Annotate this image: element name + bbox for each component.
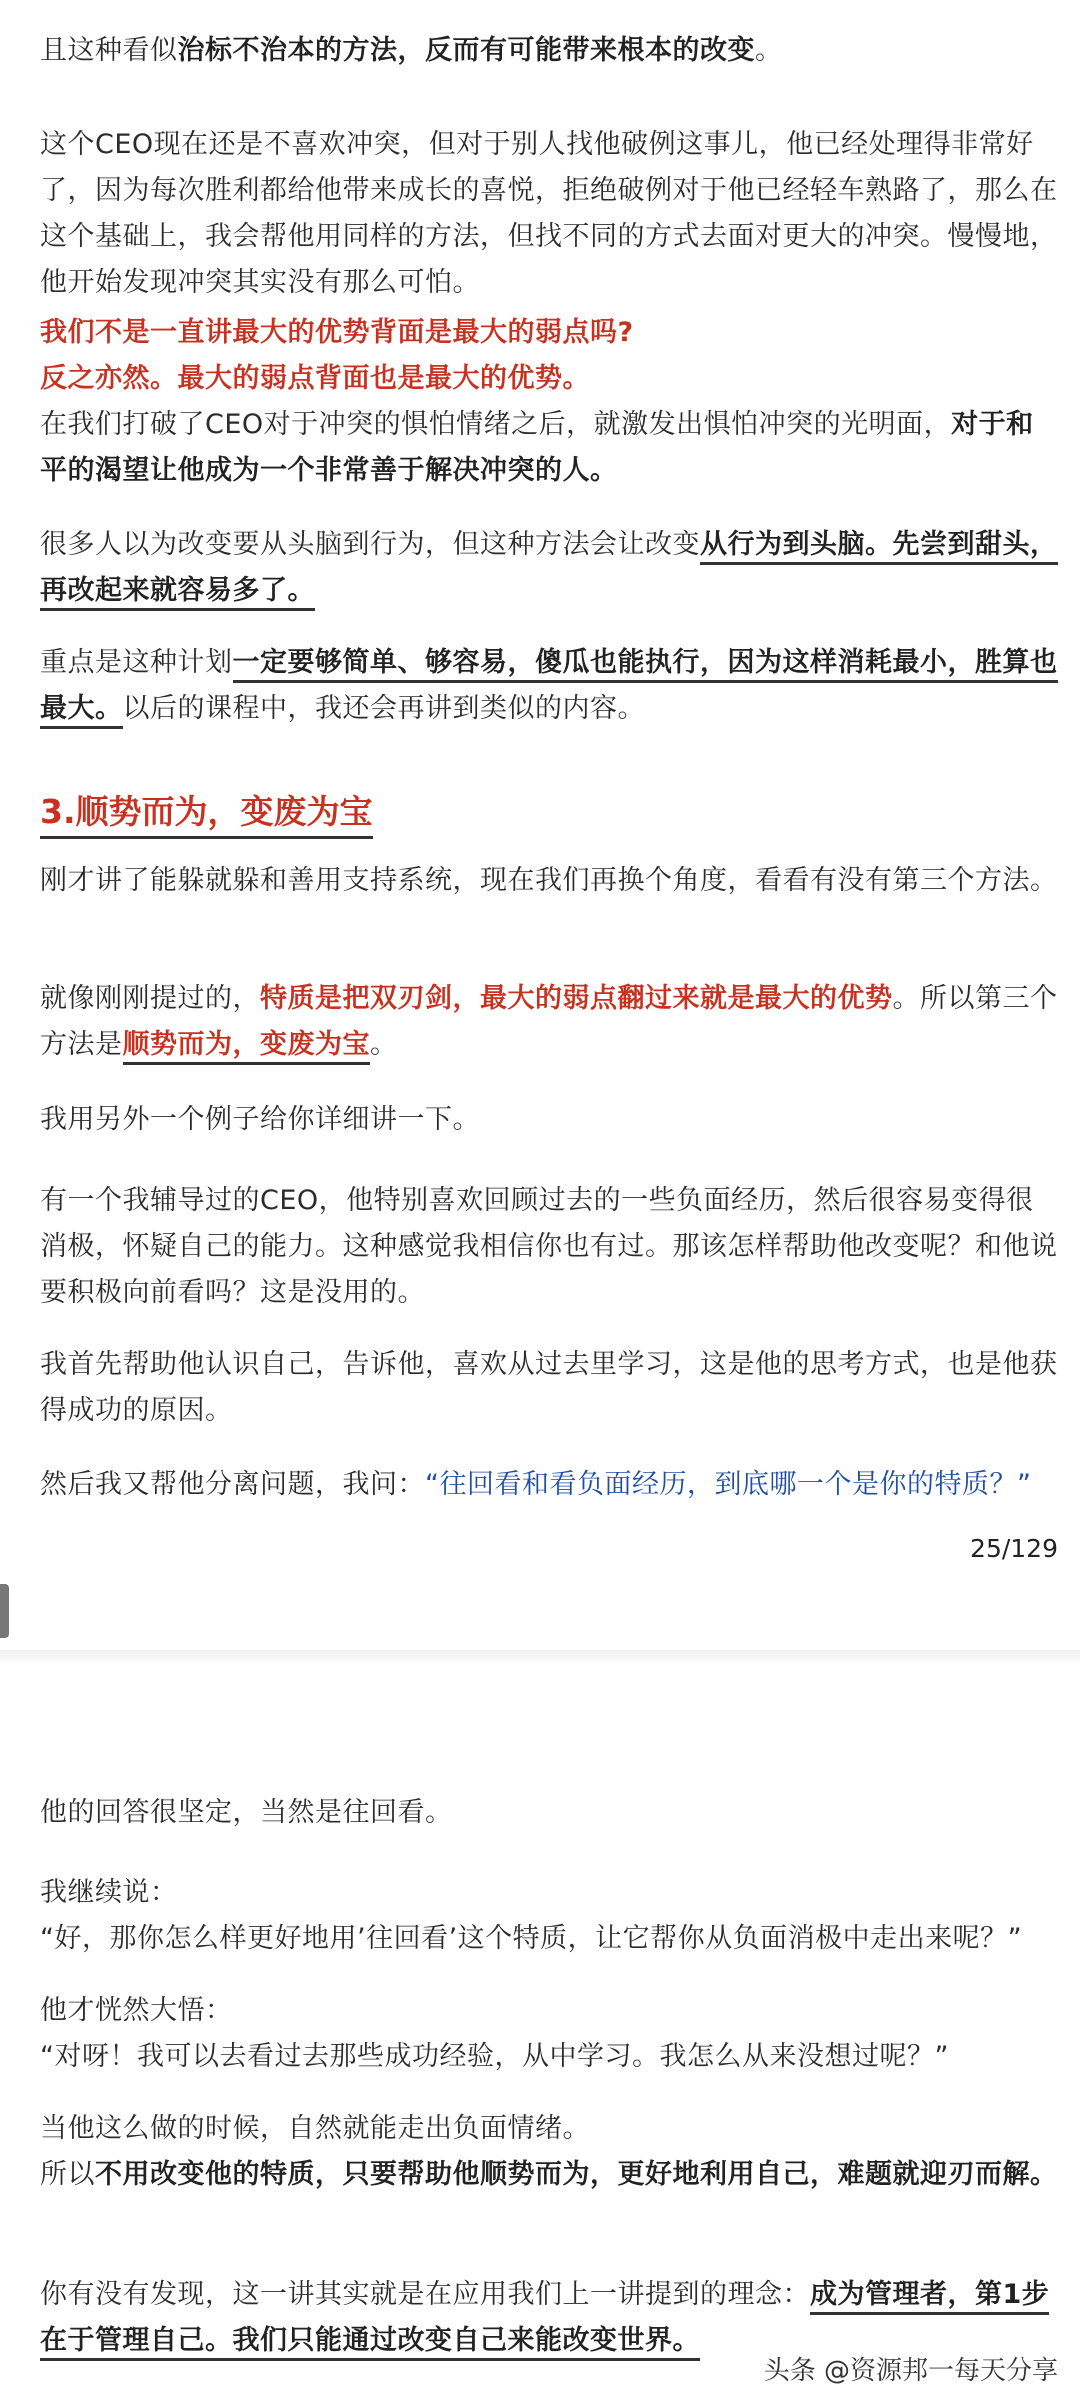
text: 。 bbox=[755, 35, 783, 66]
text: 当他这么做的时候，自然就能走出负面情绪。 bbox=[40, 2113, 590, 2144]
paragraph: 有一个我辅导过的CEO，他特别喜欢回顾过去的一些负面经历，然后很容易变得很消极，怀疑自己的能力。这种感觉我相信你也有过。那该怎样帮助他改变呢？和他说要积极向前看吗？这是没用的。 bbox=[40, 1185, 1058, 1308]
highlight-text: 特质是把双刃剑，最大的弱点翻过来就是最大的优势 bbox=[260, 983, 893, 1014]
bold-text: 不用改变他的特质，只要帮助他顺势而为，更好地利用自己，难题就迎刃而解。 bbox=[95, 2159, 1058, 2190]
text: 就像刚刚提过的， bbox=[40, 983, 260, 1014]
text: 很多人以为改变要从头脑到行为，但这种方法会让改变 bbox=[40, 529, 700, 560]
text: 然后我又帮他分离问题，我问： bbox=[40, 1469, 425, 1500]
paragraph bbox=[40, 640, 1060, 732]
paragraph: 我首先帮助他认识自己，告诉他，喜欢从过去里学习，这是他的思考方式，也是他获得成功的原因。 bbox=[40, 1349, 1058, 1426]
paragraph: 他的回答很坚定，当然是往回看。 bbox=[40, 1797, 453, 1828]
paragraph bbox=[40, 2106, 1060, 2198]
highlight-text: 我们不是一直讲最大的优势背面是最大的弱点吗? bbox=[40, 317, 634, 348]
paragraph bbox=[40, 1988, 1060, 2080]
text: 。 bbox=[370, 1029, 398, 1060]
page-number: 25/129 bbox=[970, 1534, 1058, 1563]
text: 。所以第三个方法是 bbox=[40, 983, 1058, 1060]
section-heading: 3.顺势而为，变废为宝 bbox=[40, 790, 373, 839]
paragraph bbox=[40, 976, 1060, 1068]
text: 所以 bbox=[40, 2159, 95, 2190]
text: 你有没有发现，这一讲其实就是在应用我们上一讲提到的理念： bbox=[40, 2279, 810, 2310]
paragraph bbox=[40, 1870, 1060, 1962]
text: 我继续说： bbox=[40, 1877, 178, 1908]
paragraph: 这个CEO现在还是不喜欢冲突，但对于别人找他破例这事儿，他已经处理得非常好了，因为每次胜利都给他带来成长的喜悦，拒绝破例对于他已经轻车熟路了，那么在这个基础上，我会帮他用同样的方法，但找不同的方式去面对更大的冲突。慢慢地，他开始发现冲突其实没有那么可怕。 bbox=[40, 129, 1058, 298]
paragraph bbox=[40, 1462, 1060, 1508]
bold-text: 对于和平的渴望让他成为一个非常善于解决冲突的人。 bbox=[40, 409, 1034, 486]
quote-text: “往回看和看负面经历，到底哪一个是你的特质？” bbox=[425, 1469, 1032, 1500]
underlined-highlight-text: 顺势而为，变废为宝 bbox=[123, 1029, 371, 1065]
scroll-handle[interactable] bbox=[0, 1584, 9, 1638]
page-separator bbox=[0, 1650, 1080, 1662]
paragraph: 我用另外一个例子给你详细讲一下。 bbox=[40, 1104, 480, 1135]
bold-text: 治标不治本的方法，反而有可能带来根本的改变 bbox=[177, 35, 755, 66]
text: “对呀！我可以去看过去那些成功经验，从中学习。我怎么从来没想过呢？” bbox=[40, 2041, 949, 2072]
underlined-bold-text: 成为管理者，第1步在于管理自己。我们只能通过改变自己来能改变世界。 bbox=[40, 2279, 1049, 2361]
text: 以后的课程中，我还会再讲到类似的内容。 bbox=[122, 693, 645, 724]
text: 且这种看似 bbox=[40, 35, 178, 66]
paragraph bbox=[40, 522, 1060, 614]
underlined-bold-text: 从行为到头脑。先尝到甜头，再改起来就容易多了。 bbox=[40, 529, 1058, 611]
highlight-text: 反之亦然。最大的弱点背面也是最大的优势。 bbox=[40, 363, 590, 394]
text: 他才恍然大悟： bbox=[40, 1995, 233, 2026]
watermark: 头条 @资源邦一每天分享 bbox=[763, 2356, 1058, 2386]
paragraph bbox=[40, 28, 1060, 74]
paragraph: 刚才讲了能躲就躲和善用支持系统，现在我们再换个角度，看看有没有第三个方法。 bbox=[40, 865, 1058, 896]
text: 重点是这种计划 bbox=[40, 647, 233, 678]
document-page-2 bbox=[0, 1662, 1080, 2400]
underlined-bold-text: 一定要够简单、够容易，傻瓜也能执行，因为这样消耗最小，胜算也最大。 bbox=[40, 647, 1058, 729]
text: 在我们打破了CEO对于冲突的惧怕情绪之后，就激发出惧怕冲突的光明面， bbox=[40, 409, 952, 440]
paragraph bbox=[40, 310, 1060, 494]
text: “好，那你怎么样更好地用’往回看’这个特质，让它帮你从负面消极中走出来呢？” bbox=[40, 1923, 1023, 1954]
